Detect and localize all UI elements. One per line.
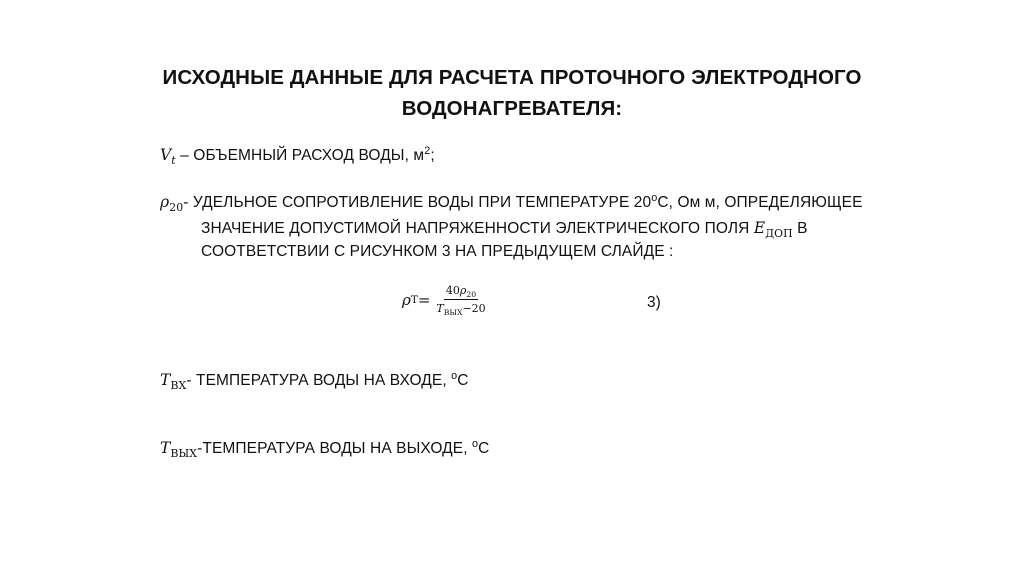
vt-symbol: V [160, 146, 172, 164]
rho-symbol: ρ [160, 193, 170, 211]
tin-degree: о [451, 369, 458, 382]
vt-subscript: t [171, 154, 176, 168]
resistivity-formula: ρ Т = $\frac{40\rho_{20}}{T_{ВЫХ}-20}$ [402, 284, 486, 318]
resistivity-definition-line-1 [160, 191, 863, 215]
num-coef: 40 [445, 284, 460, 297]
vt-text: – ОБЪЕМНЫЙ РАСХОД ВОДЫ, м [175, 147, 425, 164]
formula-denominator [436, 300, 486, 318]
tin-symbol: T [160, 371, 171, 389]
num-sub: 20 [466, 290, 477, 300]
rho-text-2b: В [792, 220, 808, 237]
tout-unit: С [478, 440, 490, 457]
rho-text-2: ЗНАЧЕНИЕ ДОПУСТИМОЙ НАПРЯЖЕННОСТИ ЭЛЕКТРИЧЕСКОГО ПОЛЯ [201, 220, 754, 237]
e-subscript: ДОП [765, 227, 793, 241]
den-symbol: T [436, 302, 444, 315]
outlet-temperature-definition [160, 437, 490, 461]
rho-text-3: СООТВЕТСТВИИ С РИСУНКОМ 3 НА ПРЕДЫДУЩЕМ СЛАЙДЕ : [201, 243, 674, 260]
tout-subscript: ВЫХ [170, 447, 198, 461]
num-symbol: ρ [459, 284, 467, 297]
formula-lhs-symbol: ρ [402, 290, 411, 309]
formula-equals: = [417, 290, 431, 309]
vt-end: ; [430, 147, 435, 164]
title-line-2: ВОДОНАГРЕВАТЕЛЯ: [401, 97, 623, 120]
flow-rate-definition [160, 144, 435, 168]
tout-symbol: T [160, 439, 171, 457]
resistivity-definition-line-2 [201, 219, 808, 241]
formula-fraction [436, 284, 486, 318]
rho-text-1b: С, Ом м, ОПРЕДЕЛЯЮЩЕЕ [657, 194, 863, 211]
formula-numerator [444, 284, 478, 300]
slide-title [140, 62, 884, 124]
inlet-temperature-definition [160, 369, 469, 393]
tin-text: - ТЕМПЕРАТУРА ВОДЫ НА ВХОДЕ, [186, 372, 452, 389]
rho-text-1: - УДЕЛЬНОЕ СОПРОТИВЛЕНИЕ ВОДЫ ПРИ ТЕМПЕРАТУРЕ 20 [183, 194, 652, 211]
tout-text: -ТЕМПЕРАТУРА ВОДЫ НА ВЫХОДЕ, [197, 440, 473, 457]
den-sub: ВЫХ [443, 308, 463, 318]
rho-degree: о [651, 191, 658, 204]
e-symbol: E [753, 219, 766, 237]
tin-subscript: ВХ [170, 379, 187, 393]
tin-unit: С [457, 372, 469, 389]
title-line-1: ИСХОДНЫЕ ДАННЫЕ ДЛЯ РАСЧЕТА ПРОТОЧНОГО ЭЛЕКТРОДНОГО [162, 66, 862, 89]
vt-unit-power: 2 [424, 144, 431, 157]
tout-degree: о [472, 437, 479, 450]
equation-number: 3) [647, 294, 661, 311]
den-rest: −20 [462, 302, 486, 315]
rho-subscript: 20 [169, 201, 184, 215]
resistivity-definition-line-3 [201, 243, 673, 261]
